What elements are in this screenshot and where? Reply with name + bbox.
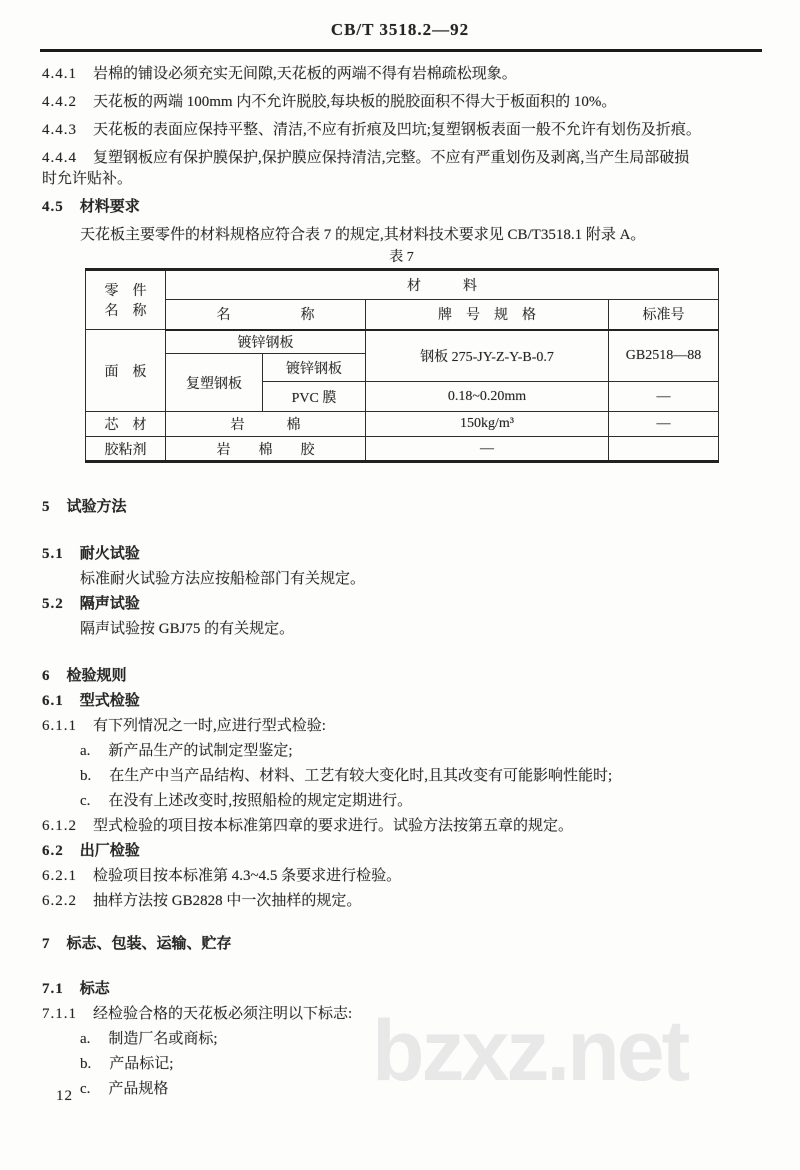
cell-spec-density: 150kg/m³ (366, 412, 609, 437)
list-item-a (42, 741, 762, 762)
clause-5-1-paragraph: 标准耐火试验方法应按船检部门有关规定。 (80, 571, 366, 587)
clause-number: 6.2 (42, 843, 64, 859)
watermark: bzxz.net (372, 1003, 688, 1099)
clause-7-1-heading (42, 979, 762, 1000)
clause-number: 4.4.2 (42, 94, 77, 110)
clause-title: 出厂检验 (79, 843, 140, 859)
clause-text: 经检验合格的天花板必须注明以下标志: (93, 1006, 353, 1022)
clause-text: 检验项目按本标准第 4.3~4.5 条要求进行检验。 (93, 868, 402, 884)
page-number: 12 (56, 1088, 73, 1104)
list-item-b (42, 766, 762, 787)
clause-4-4-1 (42, 64, 762, 85)
clause-4-5-paragraph: 天花板主要零件的材料规格应符合表 7 的规定,其材料技术要求见 CB/T3518.1 附录 A。 (80, 227, 646, 243)
cell-name-coated-steel: 复塑钢板 (166, 354, 263, 412)
header-cell-material: 材 料 (166, 270, 719, 300)
clause-number: 5.2 (42, 596, 64, 612)
clause-number: 4.5 (42, 199, 64, 215)
cell-name-rock-wool-glue: 岩 棉 胶 (166, 437, 366, 462)
standard-number-title: CB/T 3518.2—92 (330, 20, 470, 39)
table-header-row-1 (86, 270, 719, 300)
list-text: 在生产中当产品结构、材料、工艺有较大变化时,且其改变有可能影响性能时; (109, 768, 613, 784)
cell-subname-galvanized-steel: 镀锌钢板 (263, 354, 366, 382)
clause-text: 天花板的表面应保持平整、清洁,不应有折痕及凹坑;复塑钢板表面一般不允许有划伤及折痕。 (93, 122, 701, 138)
clause-6-1-1 (42, 716, 762, 737)
list-marker: a. (80, 1031, 91, 1047)
header-cell-name: 名 称 (166, 300, 366, 330)
clause-number: 4.4.4 (42, 150, 77, 166)
cell-std-pvc-dash: — (609, 382, 719, 412)
list-item-a (42, 1029, 762, 1050)
section-title: 标志、包装、运输、贮存 (66, 936, 232, 952)
clause-number: 4.4.3 (42, 122, 77, 138)
table-row-panel-galvanized (86, 330, 719, 354)
cell-part-panel: 面 板 (86, 330, 166, 412)
list-marker: b. (80, 1056, 92, 1072)
clause-6-2-1 (42, 866, 762, 887)
cell-part-adhesive: 胶粘剂 (86, 437, 166, 462)
header-cell-standard-no: 标准号 (609, 300, 719, 330)
cell-spec-adhesive-dash: — (366, 437, 609, 462)
table-row-core-material (86, 412, 719, 437)
clause-title: 标志 (79, 981, 110, 997)
cell-spec-steel-plate: 钢板 275-JY-Z-Y-B-0.7 (366, 330, 609, 382)
clause-4-4-3 (42, 120, 762, 141)
list-item-c (42, 1079, 762, 1100)
cell-std-core-dash: — (609, 412, 719, 437)
clause-number: 7.1 (42, 981, 64, 997)
clause-number: 6.2.1 (42, 868, 77, 884)
section-title: 检验规则 (66, 668, 127, 684)
list-item-c (42, 791, 762, 812)
clause-text: 抽样方法按 GB2828 中一次抽样的规定。 (93, 893, 362, 909)
clause-number: 4.4.1 (42, 66, 77, 82)
clause-text: 岩棉的铺设必须充实无间隙,天花板的两端不得有岩棉疏松现象。 (93, 66, 517, 82)
list-text: 在没有上述改变时,按照船检的规定定期进行。 (108, 793, 413, 809)
cell-name-galvanized-steel: 镀锌钢板 (166, 330, 366, 354)
clause-4-4-4 (42, 148, 762, 190)
clause-text: 天花板的两端 100mm 内不允许脱胶,每块板的脱胶面积不得大于板面积的 10%。 (93, 94, 617, 110)
document-header (0, 0, 800, 52)
list-text: 新产品生产的试制定型鉴定; (108, 743, 293, 759)
clause-number: 6.2.2 (42, 893, 77, 909)
list-text: 产品规格 (108, 1081, 169, 1097)
materials-table (85, 268, 719, 463)
clause-title: 材料要求 (79, 199, 140, 215)
clause-title: 耐火试验 (79, 546, 140, 562)
list-marker: c. (80, 1081, 91, 1097)
clause-number: 6.1 (42, 693, 64, 709)
list-item-b (42, 1054, 762, 1075)
clause-6-2-2 (42, 891, 762, 912)
clause-text: 复塑钢板应有保护膜保护,保护膜应保持清洁,完整。不应有严重划伤及剥离,当产生局部破损 (93, 150, 690, 166)
clause-text: 型式检验的项目按本标准第四章的要求进行。试验方法按第五章的规定。 (93, 818, 574, 834)
clause-6-2-heading (42, 841, 762, 862)
section-title: 试验方法 (66, 499, 127, 515)
clause-title: 隔声试验 (79, 596, 140, 612)
cell-part-core: 芯 材 (86, 412, 166, 437)
cell-name-rock-wool: 岩 棉 (166, 412, 366, 437)
clause-number: 6.1.2 (42, 818, 77, 834)
table-header-row-2 (86, 300, 719, 330)
table-caption: 表 7 (389, 250, 414, 265)
clause-7-1-1 (42, 1004, 762, 1025)
clause-text: 有下列情况之一时,应进行型式检验: (93, 718, 326, 734)
section-6-heading (42, 666, 762, 687)
section-gap (42, 463, 762, 497)
clause-number: 7.1.1 (42, 1006, 77, 1022)
clause-5-2-paragraph: 隔声试验按 GBJ75 的有关规定。 (80, 621, 295, 637)
clause-number: 5.1 (42, 546, 64, 562)
section-number: 7 (42, 936, 51, 952)
part-name-line1: 零 件 (104, 284, 147, 299)
clause-text-continuation: 时允许贴补。 (42, 171, 133, 187)
list-marker: b. (80, 768, 92, 784)
cell-std-adhesive-empty (609, 437, 719, 462)
clause-number: 6.1.1 (42, 718, 77, 734)
clause-6-1-heading (42, 691, 762, 712)
header-cell-grade-spec: 牌 号 规 格 (366, 300, 609, 330)
clause-4-5-heading (42, 197, 762, 218)
cell-subname-pvc-film: PVC 膜 (263, 382, 366, 412)
list-marker: c. (80, 793, 91, 809)
cell-spec-pvc-thickness: 0.18~0.20mm (366, 382, 609, 412)
section-number: 6 (42, 668, 51, 684)
header-cell-part-name (86, 270, 166, 330)
clause-5-1-heading (42, 544, 762, 565)
clause-6-1-2 (42, 816, 762, 837)
section-gap (42, 644, 762, 666)
table-row-adhesive (86, 437, 719, 462)
section-7-heading (42, 934, 762, 955)
clause-4-4-2 (42, 92, 762, 113)
clause-5-2-heading (42, 594, 762, 615)
list-text: 制造厂名或商标; (108, 1031, 218, 1047)
cell-std-gb2518: GB2518—88 (609, 330, 719, 382)
section-number: 5 (42, 499, 51, 515)
part-name-line2: 名 称 (104, 304, 147, 319)
document-content (0, 52, 800, 1100)
section-gap (42, 916, 762, 934)
clause-title: 型式检验 (79, 693, 140, 709)
list-marker: a. (80, 743, 91, 759)
list-text: 产品标记; (109, 1056, 174, 1072)
section-5-heading (42, 497, 762, 518)
